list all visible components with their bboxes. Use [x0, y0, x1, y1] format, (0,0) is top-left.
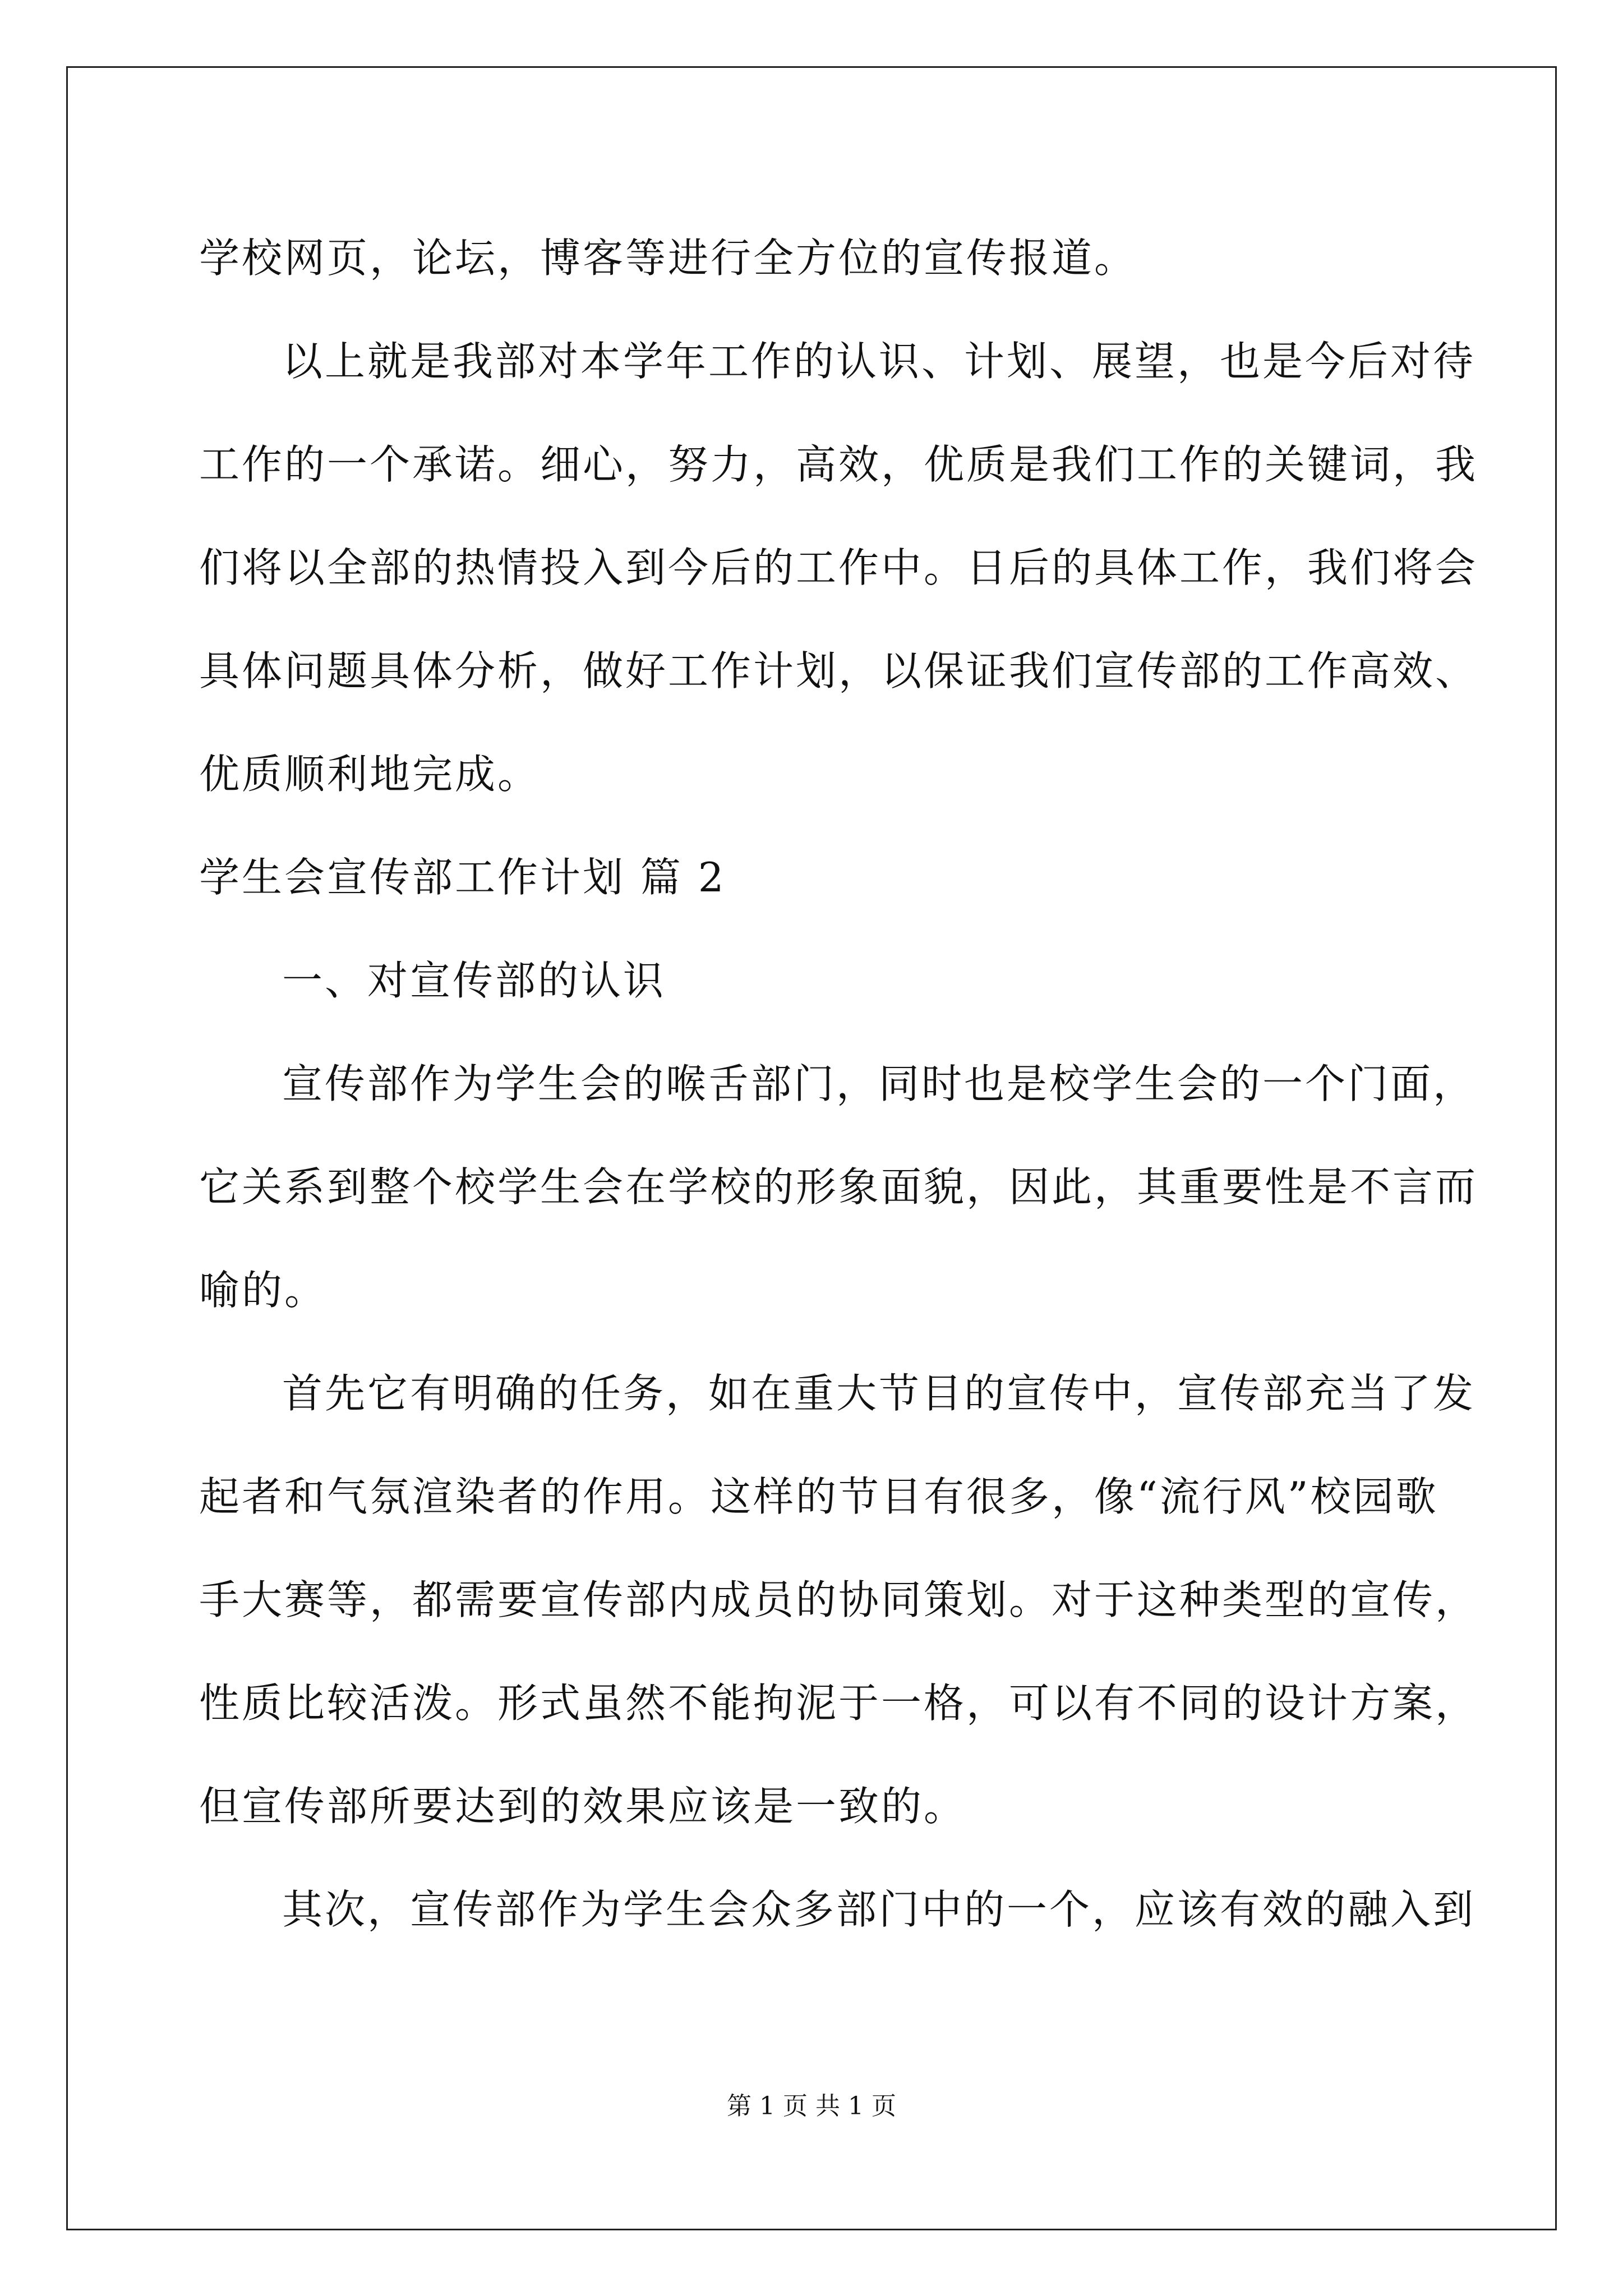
- paragraph-line: 首先它有明确的任务，如在重大节目的宣传中，宣传部充当了发: [282, 1370, 1476, 1417]
- paragraph-line: 其次，宣传部作为学生会众多部门中的一个，应该有效的融入到: [282, 1886, 1476, 1933]
- paragraph-line: 优质顺利地完成。: [199, 751, 541, 798]
- document-body: [199, 206, 1478, 1961]
- paragraph-line: 起者和气氛渲染者的作用。这样的节目有很多，像“流行风”校园歌: [199, 1473, 1438, 1520]
- paragraph-line: 但宣传部所要达到的效果应该是一致的。: [199, 1783, 967, 1830]
- subsection-heading: 一、对宣传部的认识: [282, 957, 666, 1004]
- paragraph-line: 性质比较活泼。形式虽然不能拘泥于一格，可以有不同的设计方案，: [199, 1680, 1478, 1727]
- paragraph-line: 喻的。: [199, 1267, 328, 1314]
- paragraph-line: 以上就是我部对本学年工作的认识、计划、展望，也是今后对待: [282, 338, 1476, 385]
- paragraph-line: 们将以全部的热情投入到今后的工作中。日后的具体工作，我们将会: [199, 544, 1478, 591]
- section-heading: 学生会宣传部工作计划 篇 2: [199, 854, 726, 901]
- page-number: 第 1 页 共 1 页: [727, 2092, 896, 2120]
- paragraph-line: 工作的一个承诺。细心，努力，高效，优质是我们工作的关键词，我: [199, 441, 1478, 488]
- paragraph-line: 具体问题具体分析，做好工作计划，以保证我们宣传部的工作高效、: [199, 647, 1478, 694]
- paragraph-line: 学校网页，论坛，博客等进行全方位的宣传报道。: [199, 234, 1137, 282]
- paragraph-line: 它关系到整个校学生会在学校的形象面貌，因此，其重要性是不言而: [199, 1163, 1478, 1211]
- paragraph-line: 手大赛等，都需要宣传部内成员的协同策划。对于这种类型的宣传，: [199, 1576, 1478, 1623]
- paragraph-line: 宣传部作为学生会的喉舌部门，同时也是校学生会的一个门面，: [282, 1060, 1476, 1107]
